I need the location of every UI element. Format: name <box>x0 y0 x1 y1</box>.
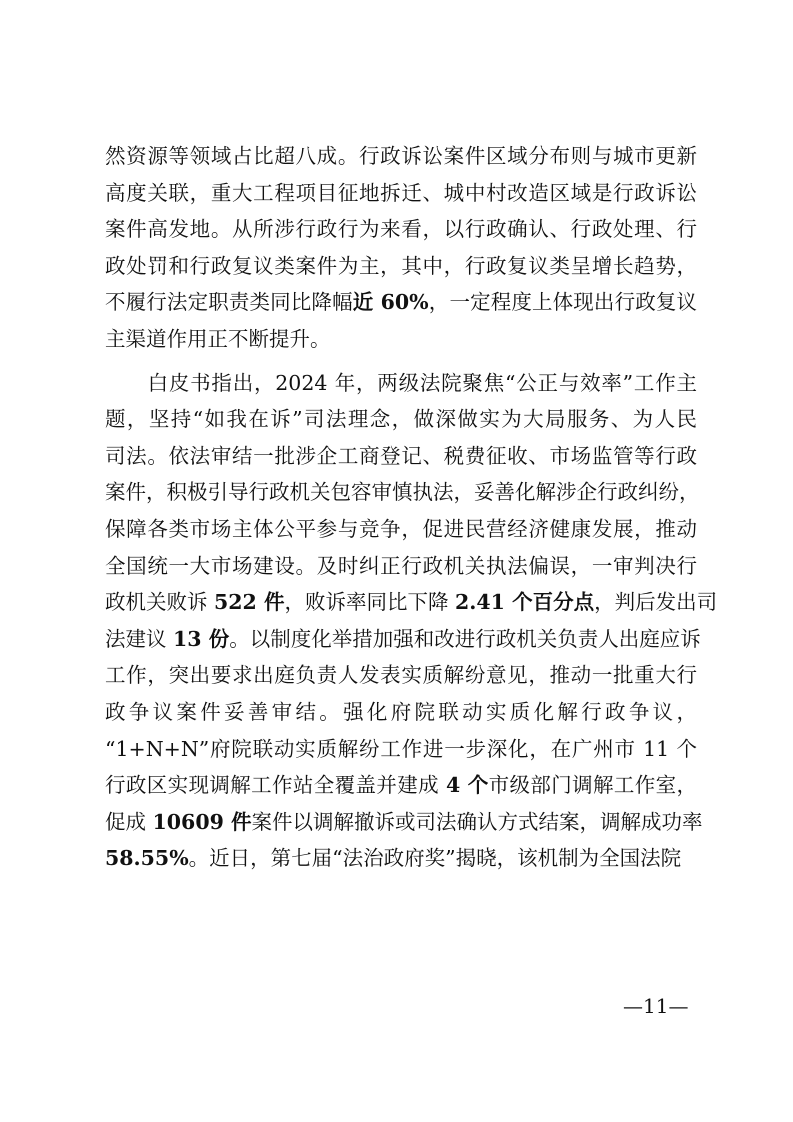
text-run: “1+N+N”府院联动实质解纷工作进一步深化，在广州市 11 个 <box>105 736 697 761</box>
bold-text: 10609 件 <box>152 809 252 834</box>
text-run: 题，坚持“如我在诉”司法理念，做深做实为大局服务、为人民 <box>105 407 697 432</box>
text-line <box>105 694 697 731</box>
text-line <box>105 248 697 285</box>
paragraph-gap <box>105 358 697 365</box>
text-line <box>105 584 718 621</box>
bold-text: 4 个 <box>445 773 489 798</box>
text-line <box>105 211 697 248</box>
text-line <box>105 621 701 658</box>
text-run: 案件高发地。从所涉行政行为来看，以行政确认、行政处理、行 <box>105 217 697 242</box>
text-line <box>105 175 697 212</box>
bold-text: 58.55% <box>105 846 189 871</box>
text-line <box>105 767 697 804</box>
text-run: 工作，突出要求出庭负责人发表实质解纷意见，推动一批重大行 <box>105 663 697 688</box>
text-line <box>105 548 697 585</box>
page-number: —11— <box>623 994 689 1018</box>
text-run: 市级部门调解工作室， <box>488 773 698 798</box>
text-run: ，一定程度上体现出行政复议 <box>428 290 698 315</box>
text-line <box>105 365 697 402</box>
document-body <box>105 138 718 877</box>
text-run: 高度关联，重大工程项目征地拆迁、城中村改造区域是行政诉讼 <box>105 180 697 205</box>
text-line <box>105 321 697 358</box>
text-run: 。近日，第七届“法治政府奖”揭晓，该机制为全国法院 <box>188 846 682 871</box>
text-run: 主渠道作用正不断提升。 <box>105 326 331 351</box>
text-run: 政争议案件妥善审结。强化府院联动实质化解行政争议， <box>105 699 697 724</box>
text-run: 保障各类市场主体公平参与竞争，促进民营经济健康发展，推动 <box>105 516 697 541</box>
text-run: 政机关败诉 <box>105 590 215 615</box>
text-run: 案件，积极引导行政机关包容审慎执法，妥善化解涉企行政纠纷， <box>105 480 700 505</box>
text-run: 全国统一大市场建设。及时纠正行政机关执法偏误，一审判决行 <box>105 553 697 578</box>
text-line <box>105 731 697 768</box>
text-line <box>105 401 697 438</box>
text-run: 促成 <box>105 809 153 834</box>
text-line <box>105 284 697 321</box>
text-run: 不履行法定职责类同比降幅 <box>105 290 353 315</box>
text-run: ，判后发出司 <box>594 590 718 615</box>
text-run: 行政区实现调解工作站全覆盖并建成 <box>105 773 446 798</box>
text-run: 司法。依法审结一批涉企工商登记、税费征收、市场监管等行政 <box>105 443 697 468</box>
text-line <box>105 840 697 877</box>
text-line <box>105 438 697 475</box>
text-run: 白皮书指出，2024 年，两级法院聚焦“公正与效率”工作主 <box>105 370 697 395</box>
bold-text: 13 份 <box>173 626 230 651</box>
paragraph <box>105 138 697 358</box>
text-run: ，败诉率同比下降 <box>284 590 455 615</box>
text-line <box>105 138 697 175</box>
text-run: 然资源等领域占比超八成。行政诉讼案件区域分布则与城市更新 <box>105 144 697 168</box>
text-run: 法建议 <box>105 626 174 651</box>
bold-text: 近 60% <box>352 290 429 315</box>
paragraph <box>105 365 718 877</box>
text-run: 。以制度化举措加强和改进行政机关负责人出庭应诉 <box>229 626 701 651</box>
text-line <box>105 804 703 841</box>
text-line <box>105 657 697 694</box>
bold-text: 2.41 个百分点 <box>455 590 595 615</box>
text-run: 案件以调解撤诉或司法确认方式结案，调解成功率 <box>251 809 703 834</box>
text-line <box>105 474 700 511</box>
text-run: 政处罚和行政复议类案件为主，其中，行政复议类呈增长趋势， <box>105 253 697 278</box>
bold-text: 522 件 <box>214 590 285 615</box>
text-line <box>105 511 697 548</box>
